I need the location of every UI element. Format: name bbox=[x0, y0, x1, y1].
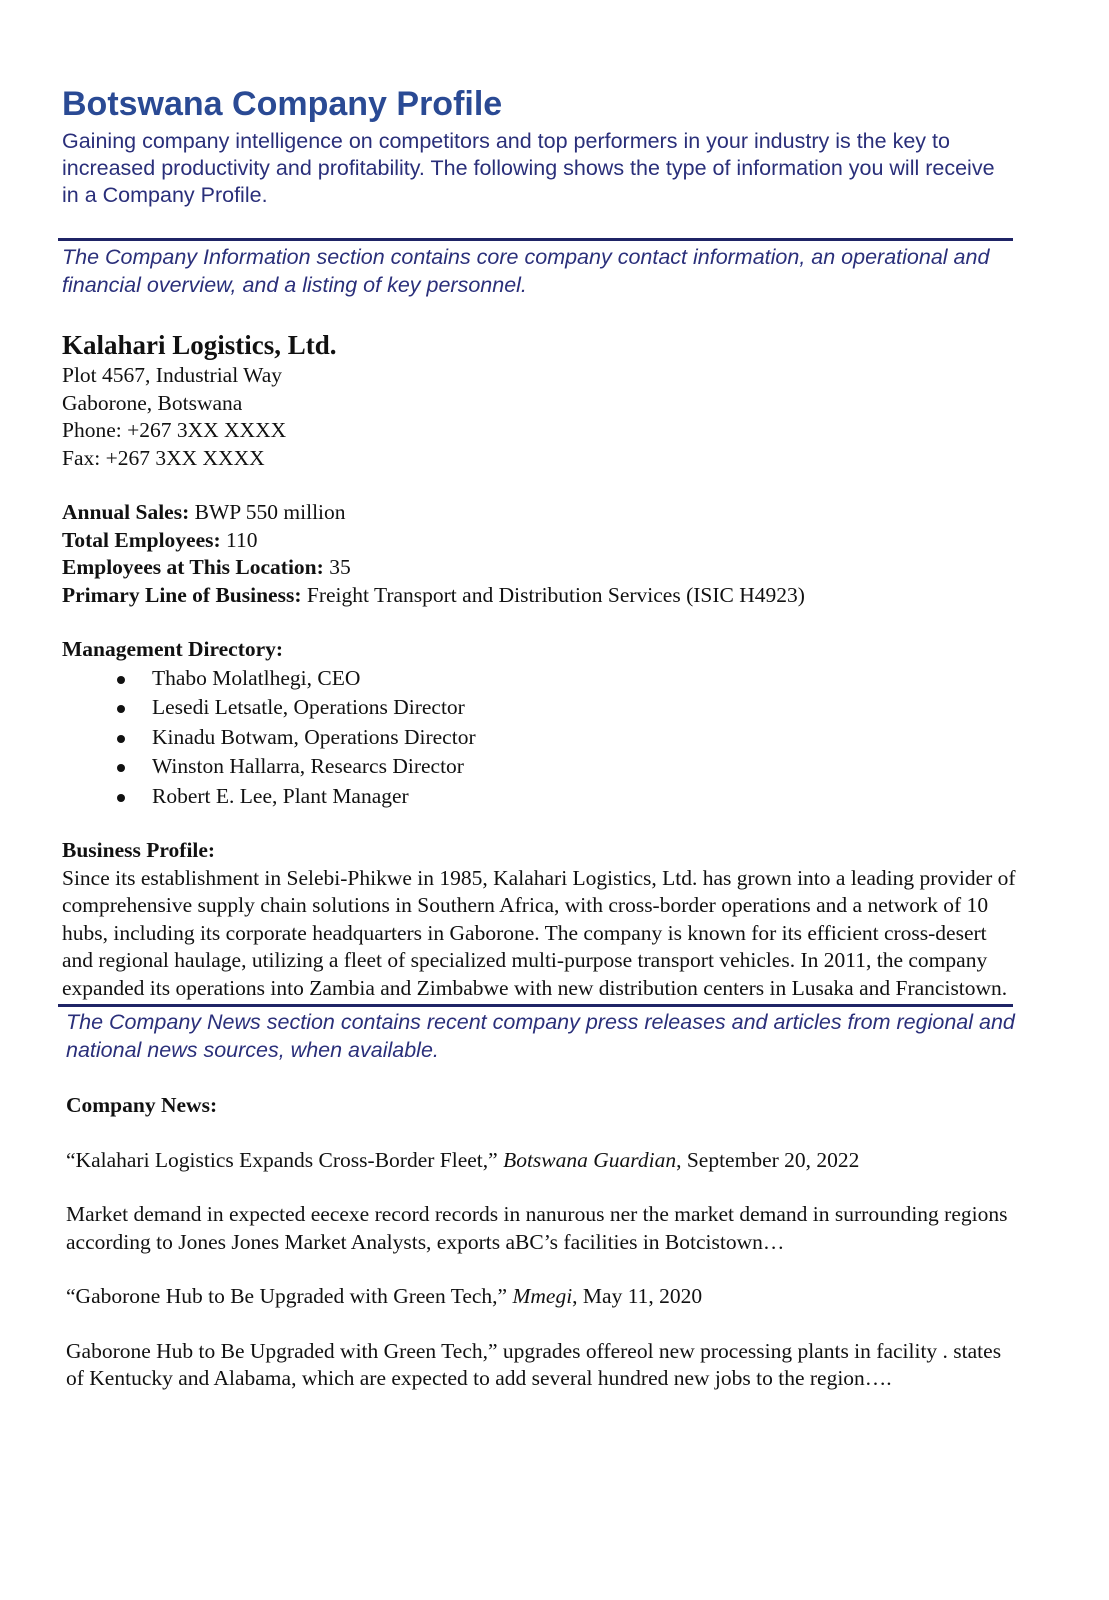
list-item: Robert E. Lee, Plant Manager bbox=[114, 782, 1022, 812]
address-line-2: Gaborone, Botswana bbox=[62, 390, 243, 415]
list-item: Winston Hallarra, Researcs Director bbox=[114, 752, 1022, 782]
fact-annual-sales bbox=[62, 499, 1022, 527]
news-headline bbox=[66, 1283, 1022, 1311]
management-directory bbox=[62, 636, 1022, 811]
business-profile-heading: Business Profile: bbox=[62, 838, 216, 862]
management-heading: Management Directory: bbox=[62, 637, 284, 661]
news-date: , September 20, 2022 bbox=[676, 1147, 860, 1172]
section-divider bbox=[58, 238, 1013, 241]
list-item: Thabo Molatlhegi, CEO bbox=[114, 664, 1022, 694]
company-news-note: The Company News section contains recent company press releases and articles from regional and national news sources, when available. bbox=[66, 1010, 1015, 1062]
news-title: “Kalahari Logistics Expands Cross-Border Fleet,” bbox=[66, 1147, 504, 1172]
fact-total-employees bbox=[62, 527, 1022, 555]
company-contact-block bbox=[62, 328, 1022, 472]
fact-label: Primary Line of Business: bbox=[62, 582, 302, 607]
fact-value: Freight Transport and Distribution Services (ISIC H4923) bbox=[301, 582, 805, 607]
list-item: Lesedi Letsatle, Operations Director bbox=[114, 693, 1022, 723]
news-date: , May 11, 2020 bbox=[572, 1284, 703, 1308]
news-summary: Market demand in expected eecexe record records in nanurous ner the market demand in surrounding regions according to Jones Jones Market Analysts, exports aBC’s facilities in Botcistown… bbox=[66, 1202, 1008, 1254]
company-facts bbox=[62, 499, 1022, 609]
fact-label: Total Employees: bbox=[62, 527, 221, 552]
news-headline bbox=[66, 1147, 1022, 1175]
fact-employees-location bbox=[62, 554, 1022, 582]
news-source: Mmegi bbox=[512, 1284, 573, 1308]
address-line-1: Plot 4567, Industrial Way bbox=[62, 363, 283, 387]
company-name: Kalahari Logistics, Ltd. bbox=[62, 330, 337, 360]
list-item: Kinadu Botwam, Operations Director bbox=[114, 723, 1022, 753]
intro-paragraph: Gaining company intelligence on competitors and top performers in your industry is the key to increased productivity and profitability. The following shows the type of information you will receive in a Company Profile. bbox=[62, 129, 995, 207]
fact-primary-business bbox=[62, 582, 1022, 610]
company-profile-page bbox=[62, 84, 1022, 1393]
company-news-heading: Company News: bbox=[66, 1093, 218, 1117]
management-list bbox=[62, 664, 1022, 812]
fact-value: 35 bbox=[323, 555, 351, 579]
business-profile-text: Since its establishment in Selebi-Phikwe in 1985, Kalahari Logistics, Ltd. has grown into a leading provider of comprehensive supply chain solutions in Southern Africa, with cross-border operations and a network of 10 hubs, including its corporate headquarters in Gaborone. The company is known for its efficient cross-desert and regional haulage, utilizing a fleet of specialized multi-purpose transport vehicles. In 2011, the company expanded its operations into Zambia and Zimbabwe with new distribution centers in Lusaka and Francistown. bbox=[62, 865, 1016, 1000]
fax-number: Fax: +267 3XX XXXX bbox=[62, 445, 265, 470]
company-info-note: The Company Information section contains core company contact information, an operational and financial overview, and a listing of key personnel. bbox=[62, 245, 990, 297]
company-news bbox=[66, 1092, 1022, 1393]
fact-value: 110 bbox=[220, 527, 258, 552]
fact-label: Employees at This Location: bbox=[62, 555, 324, 579]
news-section bbox=[62, 1008, 1022, 1393]
news-source: Botswana Guardian bbox=[503, 1147, 677, 1172]
section-divider bbox=[58, 1004, 1013, 1007]
page-title: Botswana Company Profile bbox=[62, 85, 503, 123]
business-profile bbox=[62, 837, 1022, 1002]
news-title: “Gaborone Hub to Be Upgraded with Green Tech,” bbox=[66, 1284, 513, 1308]
news-summary: Gaborone Hub to Be Upgraded with Green Tech,” upgrades offereol new processing plants in facility . states of Kentucky and Alabama, which are expected to add several hundred new jobs to the region…. bbox=[66, 1338, 1002, 1390]
fact-label: Annual Sales: bbox=[62, 500, 190, 524]
phone-number: Phone: +267 3XX XXXX bbox=[62, 418, 287, 442]
fact-value: BWP 550 million bbox=[189, 500, 346, 524]
